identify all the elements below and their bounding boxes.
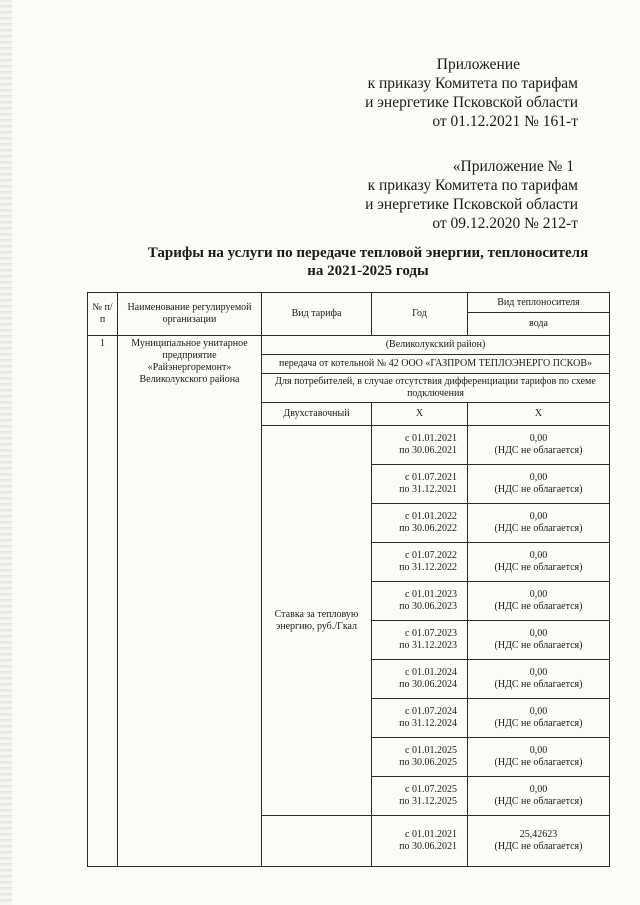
vat-note: (НДС не облагается) [494,445,583,456]
appendix-header [365,55,578,131]
vat-note: (НДС не облагается) [494,679,583,690]
appendix-title: Приложение [436,56,520,73]
period-cell [372,621,468,660]
value-cell [468,582,610,621]
tariff-value: 0,00 [529,784,548,795]
title-line-2: на 2021-2025 годы [307,263,429,279]
period-to: по 30.06.2023 [399,601,457,612]
header-tariff-type: Вид тарифа [262,293,372,336]
period-from: с 01.01.2025 [405,745,457,756]
tariff-value: 0,00 [529,628,548,639]
rate-label: Ставка за тепловую энергию, руб./Гкал [262,426,372,816]
period-from: с 01.07.2024 [405,706,457,717]
district-label: (Великолукский район) [262,336,610,355]
period-cell [372,660,468,699]
period-cell [372,465,468,504]
vat-note: (НДС не облагается) [494,757,583,768]
period-to: по 30.06.2025 [399,757,457,768]
period-from: с 01.01.2021 [405,829,457,840]
appendix-date: от 01.12.2021 № 161-т [432,113,578,130]
appendix-header-original [365,157,578,233]
vat-note: (НДС не облагается) [494,718,583,729]
period-cell [372,426,468,465]
period-cell [372,816,468,867]
tariff-table [87,292,610,867]
organization-name: Муниципальное унитарное предприятие «Райэнергоремонт» Великолукского района [118,336,262,867]
value-cell [468,426,610,465]
header-water: вода [468,313,610,336]
value-cell [468,504,610,543]
period-to: по 31.12.2024 [399,718,457,729]
value-cell [468,660,610,699]
period-from: с 01.01.2023 [405,589,457,600]
period-cell [372,738,468,777]
value-cell [468,738,610,777]
vat-note: (НДС не облагается) [494,796,583,807]
vat-note: (НДС не облагается) [494,841,583,852]
period-from: с 01.07.2023 [405,628,457,639]
period-from: с 01.01.2022 [405,511,457,522]
title-line-1: Тарифы на услуги по передаче тепловой энергии, теплоносителя [147,245,589,261]
appendix-original-date: от 09.12.2020 № 212-т [432,215,578,232]
header-carrier: Вид теплоносителя [468,293,610,313]
vat-note: (НДС не облагается) [494,523,583,534]
vat-note: (НДС не облагается) [494,562,583,573]
header-year: Год [372,293,468,336]
period-cell [372,543,468,582]
period-cell [372,504,468,543]
appendix-original-title: «Приложение № 1 [452,158,574,175]
two-part-label: Двухставочный [262,403,372,426]
period-from: с 01.01.2021 [405,433,457,444]
row-number: 1 [88,336,118,867]
period-cell [372,699,468,738]
period-to: по 30.06.2024 [399,679,457,690]
document-title [118,244,618,280]
district-row [88,336,610,355]
value-cell [468,699,610,738]
period-cell [372,777,468,816]
period-to: по 31.12.2021 [399,484,457,495]
period-cell [372,582,468,621]
tariff-value: 0,00 [529,745,548,756]
tariff-value: 0,00 [529,433,548,444]
period-to: по 30.06.2022 [399,523,457,534]
appendix-line-2: к приказу Комитета по тарифам [367,75,578,92]
period-from: с 01.07.2021 [405,472,457,483]
period-to: по 31.12.2023 [399,640,457,651]
tariff-value: 0,00 [529,511,548,522]
header-num: № п/п [88,293,118,336]
period-from: с 01.07.2022 [405,550,457,561]
transfer-label: передача от котельной № 42 ООО «ГАЗПРОМ ТЕПЛОЭНЕРГО ПСКОВ» [262,355,610,374]
vat-note: (НДС не облагается) [494,484,583,495]
tariff-value: 0,00 [529,589,548,600]
tariff-value: 0,00 [529,550,548,561]
rate-label-next [262,816,372,867]
table-header-row [88,293,610,313]
period-from: с 01.01.2024 [405,667,457,678]
tariff-value: 0,00 [529,667,548,678]
two-part-year-x: Х [372,403,468,426]
tariff-value: 0,00 [529,706,548,717]
value-cell [468,621,610,660]
tariff-value: 25,42623 [519,829,558,840]
header-org: Наименование регулируемой организации [118,293,262,336]
vat-note: (НДС не облагается) [494,640,583,651]
appendix-line-3: и энергетике Псковской области [365,94,578,111]
tariff-value: 0,00 [529,472,548,483]
appendix-original-line-3: и энергетике Псковской области [365,196,578,213]
consumers-label: Для потребителей, в случае отсутствия дифференциации тарифов по схеме подключения [262,374,610,403]
value-cell [468,777,610,816]
period-to: по 30.06.2021 [399,841,457,852]
appendix-original-line-2: к приказу Комитета по тарифам [367,177,578,194]
period-to: по 31.12.2022 [399,562,457,573]
period-to: по 31.12.2025 [399,796,457,807]
period-from: с 01.07.2025 [405,784,457,795]
scan-edge [0,0,12,905]
vat-note: (НДС не облагается) [494,601,583,612]
value-cell [468,816,610,867]
two-part-value-x: Х [468,403,610,426]
period-to: по 30.06.2021 [399,445,457,456]
value-cell [468,465,610,504]
value-cell [468,543,610,582]
